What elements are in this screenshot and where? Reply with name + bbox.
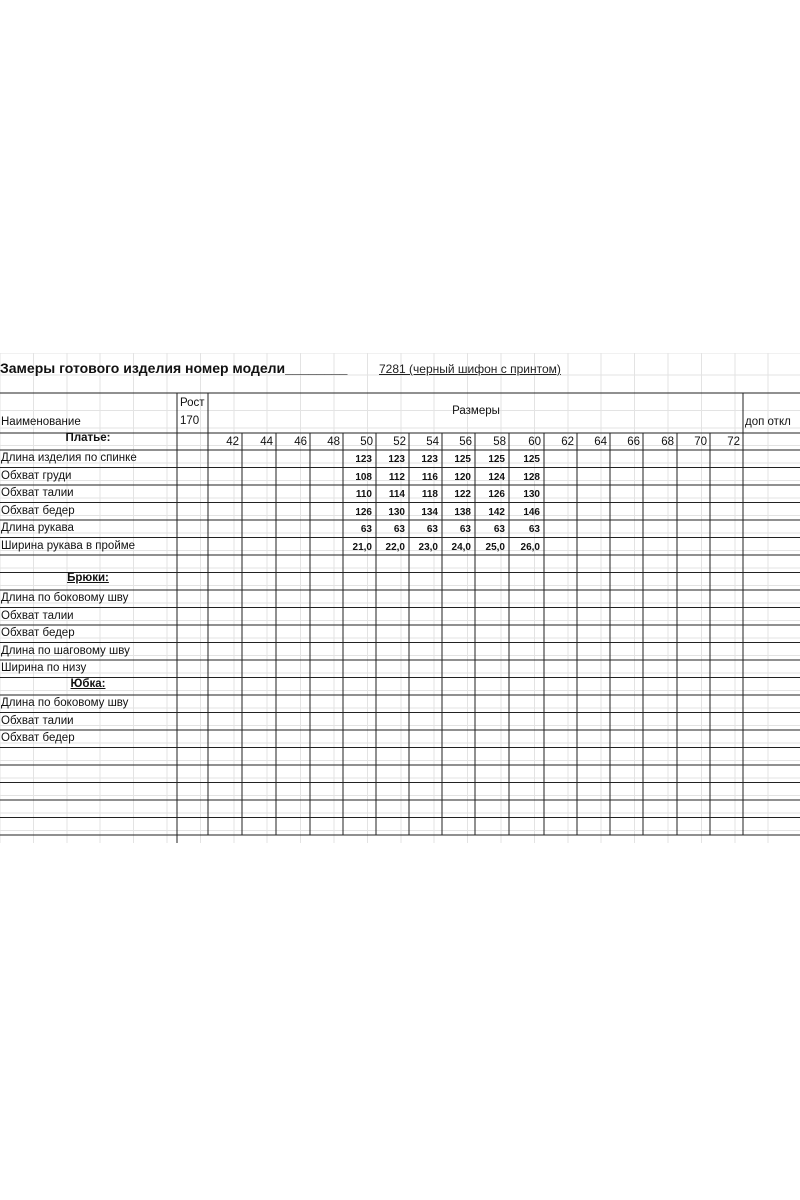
row-label: Ширина рукава в пройме (1, 539, 136, 552)
row-label: Длина по шаговому шву (1, 644, 130, 657)
size-header: 54 (426, 436, 439, 448)
measurement-value: 118 (421, 489, 438, 500)
section-skirt: Юбка: (70, 678, 106, 690)
size-header: 68 (661, 436, 674, 448)
row-label: Обхват бедер (1, 627, 75, 639)
measurement-value: 142 (488, 506, 505, 518)
measurement-value: 125 (454, 454, 471, 465)
measurement-value: 134 (421, 506, 438, 518)
row-label: Обхват талии (1, 609, 74, 622)
model-number: 7281 (черный шифон с принтом) (379, 362, 561, 376)
measurement-value: 130 (388, 506, 405, 518)
measurement-value: 63 (360, 524, 372, 535)
size-header: 72 (727, 436, 740, 448)
title-blank: ________ (285, 360, 348, 376)
section-dress: Платье: (65, 432, 111, 444)
header-extra: доп откл (745, 416, 791, 428)
measurement-value: 21,0 (352, 541, 372, 553)
measurement-value: 24,0 (451, 541, 471, 553)
size-header: 66 (627, 436, 640, 448)
measurement-value: 112 (388, 471, 405, 483)
measurement-value: 23,0 (418, 541, 438, 553)
measurement-value: 128 (523, 471, 540, 483)
row-label: Длина рукава (1, 522, 74, 534)
measurement-value: 63 (493, 524, 505, 535)
measurement-value: 123 (421, 454, 438, 465)
measurement-value: 126 (355, 506, 372, 518)
measurement-value: 126 (488, 489, 505, 500)
section-trousers: Брюки: (67, 572, 109, 584)
measurement-value: 63 (528, 524, 540, 535)
header-height-label: Рост (180, 397, 205, 409)
size-header: 64 (594, 436, 607, 448)
measurement-value: 122 (454, 489, 471, 500)
measurement-value: 63 (459, 524, 471, 535)
measurement-value: 114 (388, 489, 405, 500)
row-label: Длина по боковому шву (1, 697, 129, 709)
measurement-value: 116 (421, 471, 438, 483)
header-height-value: 170 (180, 415, 200, 427)
measurement-value: 25,0 (485, 541, 505, 553)
measurement-value: 26,0 (520, 541, 540, 553)
measurement-value: 123 (388, 454, 405, 465)
measurement-value: 110 (355, 489, 372, 500)
size-header: 44 (260, 436, 273, 448)
measurement-value: 63 (426, 524, 438, 535)
measurement-value: 120 (454, 471, 471, 483)
size-header: 58 (493, 436, 506, 448)
size-header: 50 (360, 436, 373, 448)
measurement-value: 123 (355, 454, 372, 465)
measurement-value: 125 (488, 454, 505, 465)
page-title (0, 361, 347, 375)
size-header: 60 (528, 436, 541, 448)
measurement-value: 125 (523, 454, 540, 465)
size-header: 70 (694, 436, 707, 448)
row-label: Длина изделия по спинке (1, 452, 137, 464)
row-label: Обхват талии (1, 714, 74, 727)
measurement-value: 138 (454, 506, 471, 518)
title-text: Замеры готового изделия номер модели (0, 360, 286, 376)
size-header: 46 (294, 436, 307, 448)
header-name: Наименование (1, 416, 81, 428)
row-label: Обхват бедер (1, 504, 75, 517)
row-label: Обхват талии (1, 487, 74, 499)
header-sizes: Размеры (452, 405, 500, 417)
size-header: 52 (393, 436, 406, 448)
measurement-value: 108 (355, 471, 372, 483)
size-header: 56 (459, 436, 472, 448)
measurement-sheet (0, 353, 800, 843)
row-label: Ширина по низу (1, 662, 87, 674)
size-header: 42 (226, 436, 239, 448)
size-header: 48 (327, 436, 340, 448)
measurement-value: 146 (523, 506, 540, 518)
measurement-value: 22,0 (385, 541, 405, 553)
row-label: Длина по боковому шву (1, 592, 129, 604)
measurement-value: 63 (393, 524, 405, 535)
row-label: Обхват бедер (1, 732, 75, 744)
row-label: Обхват груди (1, 469, 72, 482)
measurement-value: 130 (523, 489, 540, 500)
size-header: 62 (561, 436, 574, 448)
measurement-value: 124 (488, 471, 505, 483)
